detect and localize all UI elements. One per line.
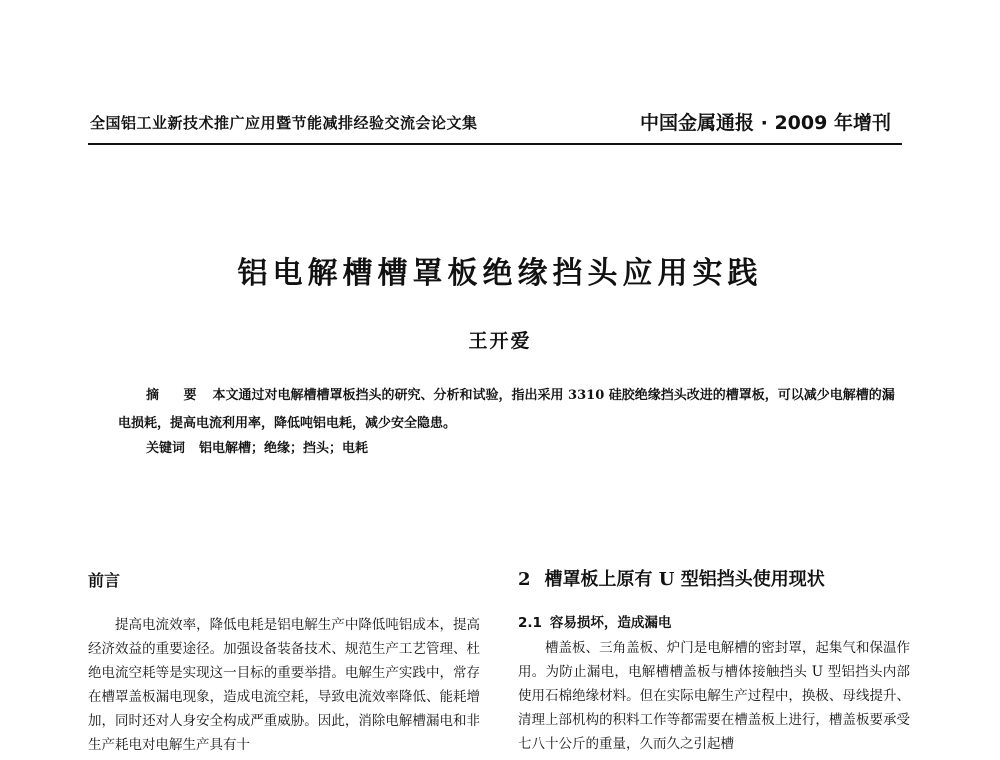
subsection-heading-2-1	[518, 611, 671, 631]
right-column	[518, 636, 910, 756]
preface-paragraph: 提高电流效率，降低电耗是铝电解生产中降低吨铝成本，提高经济效益的重要途径。加强设备装备技术、规范生产工艺管理、杜绝电流空耗等是实现这一目标的重要举措。电解生产实践中，常存在槽罩盖板漏电现象，造成电流空耗，导致电流效率降低、能耗增加，同时还对人身安全构成严重威胁。因此，消除电解槽漏电和非生产耗电对电解生产具有十	[88, 617, 480, 753]
keywords	[146, 437, 368, 456]
left-column	[88, 613, 480, 757]
section-heading-preface: 前言	[88, 571, 121, 590]
section-number: 2	[518, 569, 531, 590]
subsection-number: 2.1	[518, 615, 542, 631]
keywords-label: 关键词	[146, 441, 186, 456]
abstract-label: 摘 要	[146, 388, 207, 403]
abstract-text: 本文通过对电解槽槽罩板挡头的研究、分析和试验，指出采用 3310 硅胶绝缘挡头改进的槽罩板，可以减少电解槽的漏电损耗，提高电流利用率，降低吨铝电耗，减少安全隐患。	[118, 388, 895, 431]
subsection-title: 容易损坏，造成漏电	[549, 615, 672, 631]
paper-title: 铝电解槽槽罩板绝缘挡头应用实践	[237, 256, 763, 291]
section-title: 槽罩板上原有 U 型铝挡头使用现状	[544, 569, 825, 590]
section-2-1-paragraph: 槽盖板、三角盖板、炉门是电解槽的密封罩，起集气和保温作用。为防止漏电，电解槽槽盖板与槽体接触挡头 U 型铝挡头内部使用石棉绝缘材料。但在实际电解生产过程中，换极、母线提升、清理上部机构的积料工作等都需要在槽盖板上进行，槽盖板要承受七八十公斤的重量，久而久之引起槽	[518, 640, 910, 752]
header-rule	[88, 143, 902, 145]
abstract	[118, 382, 900, 438]
author-name: 王开爱	[468, 330, 532, 352]
running-header-journal: 中国金属通报 · 2009 年增刊	[640, 112, 891, 134]
section-heading-2	[518, 565, 825, 591]
keywords-text: 铝电解槽；绝缘；挡头；电耗	[199, 441, 369, 456]
running-header-proceedings: 全国铝工业新技术推广应用暨节能减排经验交流会论文集	[90, 114, 478, 132]
